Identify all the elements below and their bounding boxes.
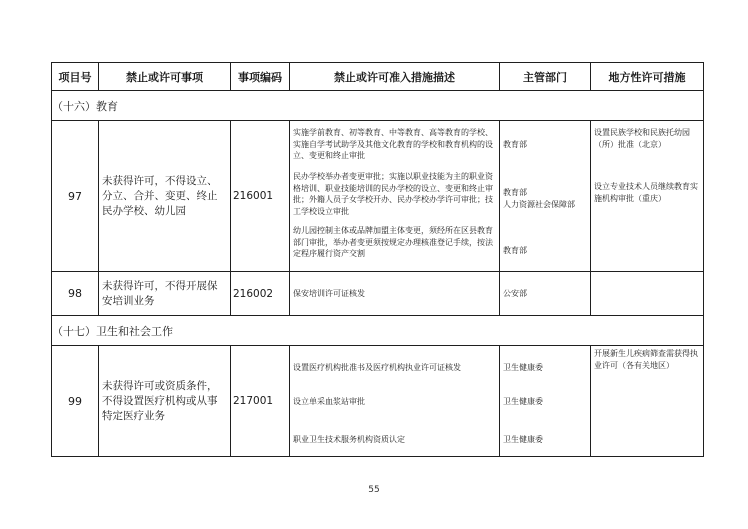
- header-department: 主管部门: [500, 63, 591, 91]
- local-measure-entry: 开展新生儿疾病筛查需获得执业许可（各有关地区）: [594, 349, 698, 370]
- row-code: 216002: [231, 272, 290, 316]
- measure-entry: 民办学校举办者变更审批；实施以职业技能为主的职业资格培训、职业技能培训的民办学校的设立、变更和终止审批；外籍人员子女学校开办、民办学校办学许可审批；技工学校设立审批: [293, 172, 493, 216]
- header-item: 禁止或许可事项: [99, 63, 231, 91]
- measure-entry: 幼儿园控制主体或品牌加盟主体变更，须经所在区县教育部门审批，举办者变更须按规定办理核准登记手续，按法定程序履行资产交割: [293, 226, 493, 258]
- row-item: 未获得许可或资质条件，不得设置医疗机构或从事特定医疗业务: [99, 346, 231, 457]
- section-label: （十六）教育: [52, 91, 704, 121]
- department-entry: 卫生健康委: [503, 397, 543, 406]
- department-entry: 公安部: [503, 289, 527, 298]
- measure-entry: 设立单采血浆站审批: [293, 397, 365, 406]
- header-local-measures: 地方性许可措施: [591, 63, 704, 91]
- department-entry: 教育部 人力资源社会保障部: [503, 188, 575, 209]
- department-entry: 教育部: [503, 246, 527, 255]
- measure-entry: 保安培训许可证核发: [293, 289, 365, 298]
- measure-entry: 实施学前教育、初等教育、中等教育、高等教育的学校、实施自学考试助学及其他文化教育的学校和教育机构的设立、变更和终止审批: [293, 128, 493, 160]
- row-item: 未获得许可，不得开展保安培训业务: [99, 272, 231, 316]
- row-number: 98: [52, 272, 99, 316]
- header-description: 禁止或许可准入措施描述: [290, 63, 500, 91]
- page-number: 55: [368, 485, 380, 495]
- table-row: [52, 121, 704, 272]
- department-entry: 教育部: [503, 140, 527, 149]
- row-departments: [500, 121, 591, 272]
- section-row-education: [52, 91, 704, 121]
- row-departments: [500, 346, 591, 457]
- row-code: 216001: [231, 121, 290, 272]
- row-code: 217001: [231, 346, 290, 457]
- row-number: 97: [52, 121, 99, 272]
- header-item-no: 项目号: [52, 63, 99, 91]
- row-local-measures: [591, 272, 704, 316]
- local-measure-entry: 设置民族学校和民族托幼园（所）批准（北京）: [594, 128, 690, 149]
- row-measures: [290, 346, 500, 457]
- row-local-measures: [591, 121, 704, 272]
- row-number: 99: [52, 346, 99, 457]
- table-row: [52, 346, 704, 457]
- department-entry: 卫生健康委: [503, 435, 543, 444]
- row-departments: [500, 272, 591, 316]
- local-measure-entry: 设立专业技术人员继续教育实施机构审批（重庆）: [594, 182, 698, 203]
- measure-entry: 设置医疗机构批准书及医疗机构执业许可证核发: [293, 363, 461, 372]
- section-label: （十七）卫生和社会工作: [52, 316, 704, 346]
- row-measures: [290, 272, 500, 316]
- header-code: 事项编码: [231, 63, 290, 91]
- row-local-measures: [591, 346, 704, 457]
- negative-list-table: [51, 62, 704, 457]
- department-entry: 卫生健康委: [503, 363, 543, 372]
- measure-entry: 职业卫生技术服务机构资质认定: [293, 435, 405, 444]
- header-row: [52, 63, 704, 91]
- section-row-health: [52, 316, 704, 346]
- row-item: 未获得许可，不得设立、分立、合并、变更、终止民办学校、幼儿园: [99, 121, 231, 272]
- table-row: [52, 272, 704, 316]
- row-measures: [290, 121, 500, 272]
